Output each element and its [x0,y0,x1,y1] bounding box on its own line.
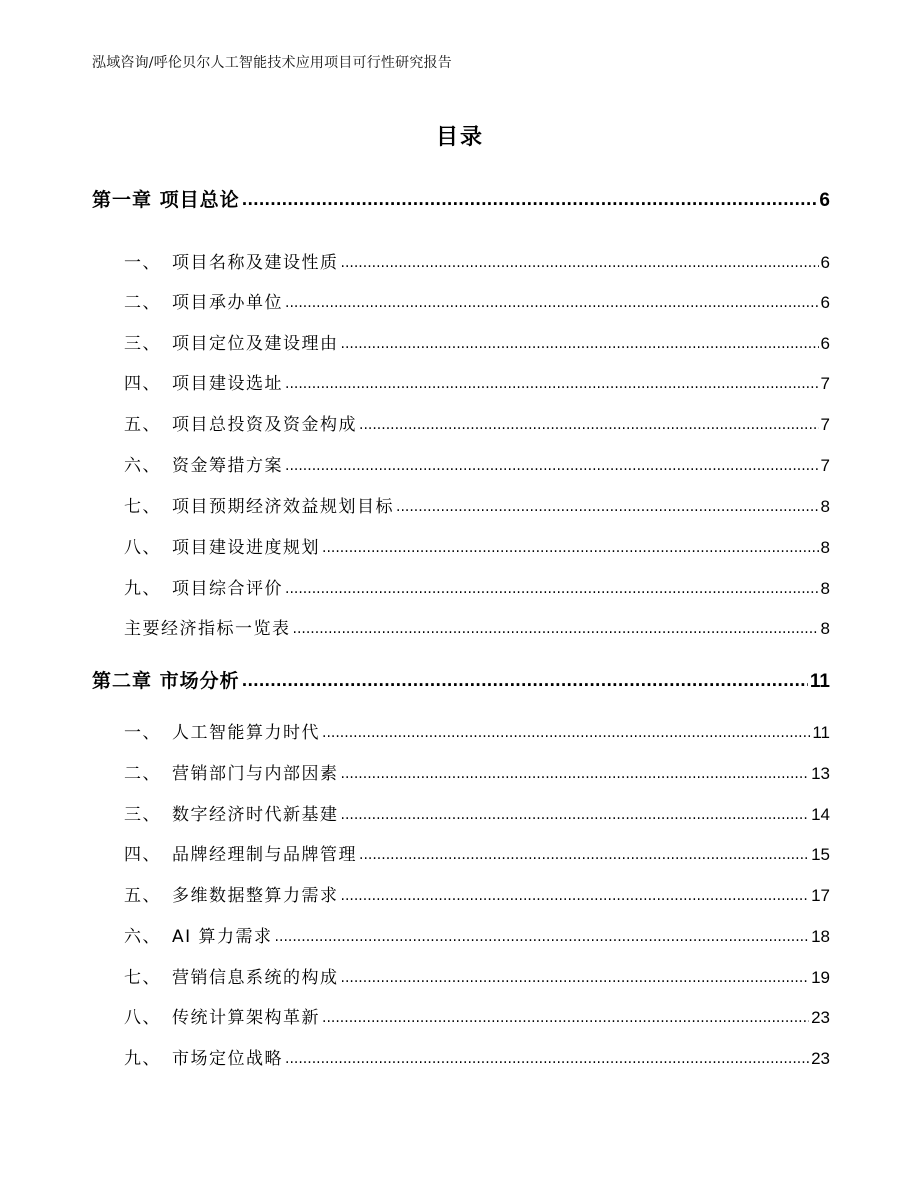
toc-entry-text: 项目总投资及资金构成 [172,415,357,435]
toc-entry-label [92,185,240,212]
toc-entry-label [124,922,273,947]
toc-entry-number: 五、 [124,886,161,906]
toc-entry-label [92,666,240,693]
toc-entry-label [124,759,339,784]
toc-chapter-entry[interactable] [92,185,830,212]
toc-section-entry[interactable] [124,1003,830,1028]
toc-entry-number: 二、 [124,293,161,313]
toc-page-number: 8 [820,619,830,638]
toc-entry-number: 六、 [124,927,161,947]
toc-entry-text: 项目预期经济效益规划目标 [172,497,394,517]
toc-page-number: 14 [811,805,830,824]
toc-page-number: 6 [820,334,830,353]
page-title: 目录 [435,125,484,150]
toc-page-number: 18 [811,927,830,946]
toc-dot-leader [293,617,819,634]
toc-entry-label [124,718,320,743]
toc-entry-text: 项目建设选址 [172,374,283,394]
toc-section-entry[interactable] [124,800,830,825]
toc-entry-text: 项目名称及建设性质 [172,253,339,273]
toc-dot-leader [341,762,810,779]
toc-page-number: 8 [820,538,830,557]
toc-entry-text: 项目建设进度规划 [172,538,320,558]
toc-entry-number: 一、 [124,253,161,273]
toc-entry-label [124,369,283,394]
toc-dot-leader [285,1047,809,1064]
toc-entry-text: 第一章 项目总论 [92,189,240,211]
toc-dot-leader [359,413,819,430]
toc-section-entry[interactable] [124,759,830,784]
toc-section-entry[interactable] [124,288,830,313]
toc-dot-leader [341,251,819,268]
toc-entry-label [124,840,357,865]
toc-entry-number: 九、 [124,579,161,599]
toc-entry-label [124,1003,320,1028]
toc-dot-leader [341,884,810,901]
toc-section-entry[interactable] [124,248,830,273]
toc-dot-leader [285,291,819,308]
toc-entry-text: 市场定位战略 [172,1049,283,1069]
toc-entry-label [124,492,394,517]
toc-entry-text: 传统计算架构革新 [172,1008,320,1028]
toc-entry-label [124,329,339,354]
toc-page-number: 8 [820,497,830,516]
toc-entry-text: 多维数据整算力需求 [172,886,339,906]
toc-section-entry[interactable] [124,533,830,558]
toc-entry-label [124,963,339,988]
toc-section-entry[interactable] [124,329,830,354]
toc-section-entry[interactable] [124,614,830,639]
toc-page-number: 7 [820,415,830,434]
toc-entry-text: 项目定位及建设理由 [172,334,339,354]
toc-section-entry[interactable] [124,1044,830,1069]
toc-entry-number: 一、 [124,723,161,743]
toc-entry-label [124,881,339,906]
toc-dot-leader [242,668,808,687]
toc-entry-text: 第二章 市场分析 [92,670,240,692]
toc-entry-number: 二、 [124,764,161,784]
toc-page-number: 19 [811,968,830,987]
toc-section-entry[interactable] [124,369,830,394]
toc-section-entry[interactable] [124,840,830,865]
toc-section-entry[interactable] [124,881,830,906]
toc-entry-number: 五、 [124,415,161,435]
toc-entry-text: 品牌经理制与品牌管理 [172,845,357,865]
toc-page-number: 23 [811,1049,830,1068]
toc-entry-label [124,574,283,599]
toc-entry-text: 资金筹措方案 [172,456,283,476]
toc-entry-number: 九、 [124,1049,161,1069]
toc-entry-text: AI 算力需求 [172,927,273,947]
toc-entry-label [124,1044,283,1069]
toc-entry-number: 三、 [124,805,161,825]
toc-page-number: 11 [812,723,830,742]
toc-dot-leader [322,721,810,738]
toc-entry-text: 项目综合评价 [172,579,283,599]
toc-dot-leader [285,372,819,389]
toc-section-entry[interactable] [124,963,830,988]
toc-page-number: 15 [811,845,830,864]
toc-dot-leader [341,803,810,820]
toc-entry-label [124,451,283,476]
toc-entry-label [124,288,283,313]
toc-entry-text: 人工智能算力时代 [172,723,320,743]
toc-entry-number: 四、 [124,374,161,394]
toc-page-number: 13 [811,764,830,783]
toc-section-entry[interactable] [124,574,830,599]
toc-entry-label [124,248,339,273]
toc-section-entry[interactable] [124,718,830,743]
toc-section-entry[interactable] [124,492,830,517]
toc-entry-text: 营销信息系统的构成 [172,968,339,988]
toc-dot-leader [359,843,809,860]
toc-section-entry[interactable] [124,410,830,435]
toc-section-entry[interactable] [124,922,830,947]
toc-entry-text: 主要经济指标一览表 [124,619,291,639]
toc-entry-text: 项目承办单位 [172,293,283,313]
page-header: 泓域咨询/呼伦贝尔人工智能技术应用项目可行性研究报告 [92,55,452,71]
toc-entry-number: 七、 [124,968,161,988]
toc-entry-number: 七、 [124,497,161,517]
toc-dot-leader [341,332,819,349]
toc-dot-leader [396,495,819,512]
toc-entry-text: 营销部门与内部因素 [172,764,339,784]
toc-dot-leader [322,1006,809,1023]
toc-entry-number: 六、 [124,456,161,476]
toc-page-number: 6 [820,293,830,312]
toc-page-number: 23 [811,1008,830,1027]
toc-entry-label [124,614,291,639]
toc-page-number: 6 [819,190,830,211]
toc-dot-leader [285,577,819,594]
toc-entry-number: 八、 [124,1008,161,1028]
toc-chapter-entry[interactable] [92,666,830,693]
toc-page-number: 6 [820,253,830,272]
toc-entry-label [124,800,339,825]
toc-page-number: 11 [809,671,830,692]
toc-dot-leader [285,454,819,471]
toc-page-number: 7 [820,456,830,475]
toc-page-number: 8 [820,579,830,598]
toc-dot-leader [322,536,819,553]
toc-entry-label [124,533,320,558]
toc-dot-leader [242,187,818,206]
toc-page-number: 7 [820,374,830,393]
toc-entry-label [124,410,357,435]
toc-entry-text: 数字经济时代新基建 [172,805,339,825]
toc-dot-leader [275,925,810,942]
toc-entry-number: 四、 [124,845,161,865]
toc-entry-number: 三、 [124,334,161,354]
toc-dot-leader [341,966,810,983]
toc-entry-number: 八、 [124,538,161,558]
toc-section-entry[interactable] [124,451,830,476]
toc-page-number: 17 [811,886,830,905]
